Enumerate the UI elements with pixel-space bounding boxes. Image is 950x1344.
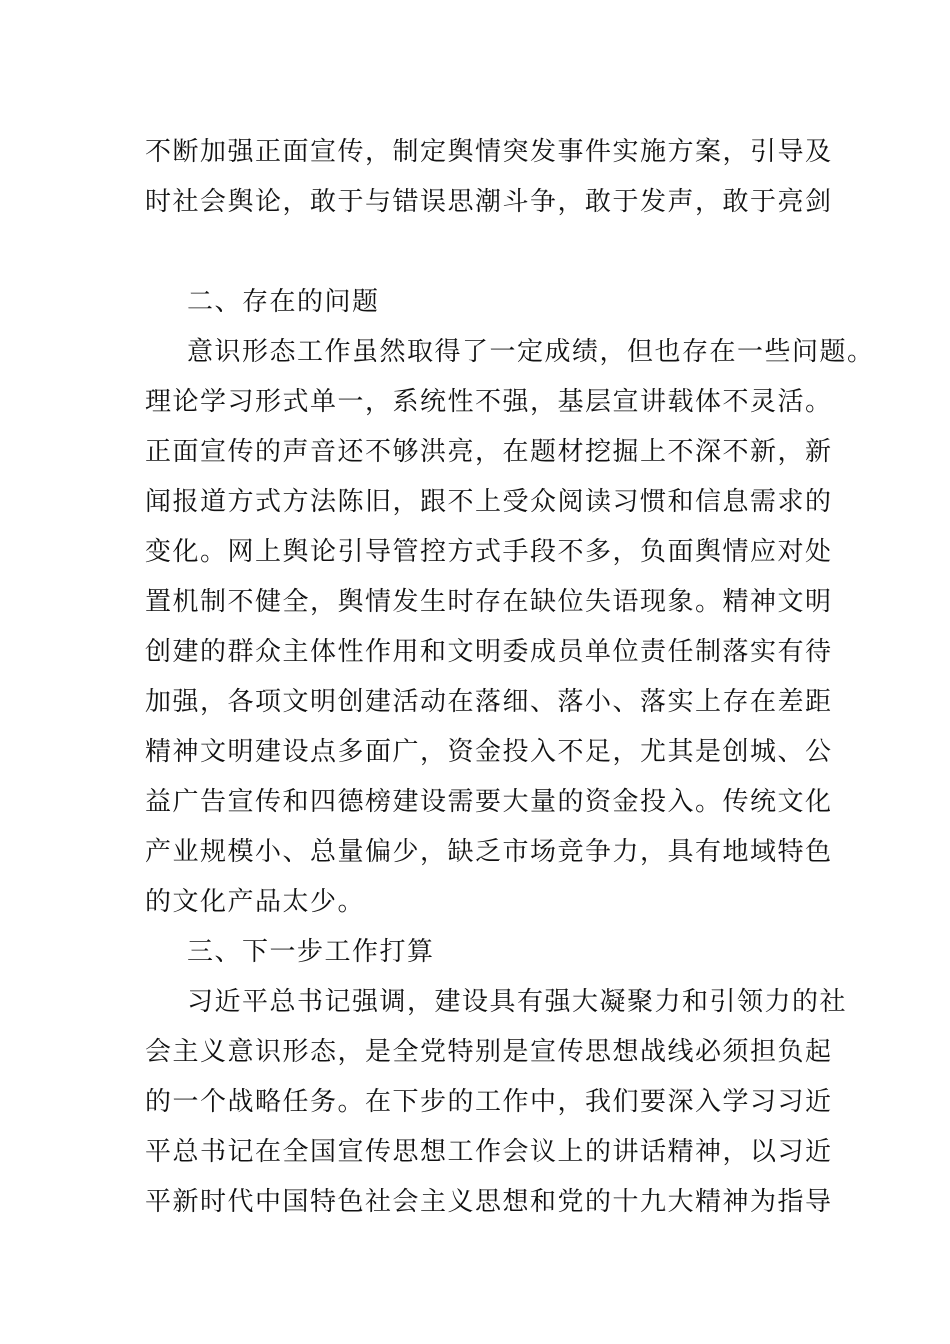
section-heading-problems: 二、存在的问题 [187,287,380,317]
text-line: 加强，各项文明创建活动在落细、落小、落实上存在差距 [145,687,833,717]
text-line: 意识形态工作虽然取得了一定成绩，但也存在一些问题。 [187,337,875,367]
text-line: 创建的群众主体性作用和文明委成员单位责任制落实有待 [145,637,833,667]
text-line: 变化。网上舆论引导管控方式手段不多，负面舆情应对处 [145,537,833,567]
text-line: 会主义意识形态，是全党特别是宣传思想战线必须担负起 [145,1037,833,1067]
text-line: 时社会舆论，敢于与错误思潮斗争，敢于发声，敢于亮剑 [145,187,833,217]
text-line: 的文化产品太少。 [145,887,366,917]
text-line: 平新时代中国特色社会主义思想和党的十九大精神为指导 [145,1187,833,1217]
text-line: 置机制不健全，舆情发生时存在缺位失语现象。精神文明 [145,587,833,617]
text-line: 的一个战略任务。在下步的工作中，我们要深入学习习近 [145,1087,833,1117]
text-line: 理论学习形式单一，系统性不强，基层宣讲载体不灵活。 [145,387,833,417]
text-line: 习近平总书记强调，建设具有强大凝聚力和引领力的社 [187,987,848,1017]
text-line: 平总书记在全国宣传思想工作会议上的讲话精神，以习近 [145,1137,833,1167]
text-line: 不断加强正面宣传，制定舆情突发事件实施方案，引导及 [145,137,833,167]
text-line: 闻报道方式方法陈旧，跟不上受众阅读习惯和信息需求的 [145,487,833,517]
text-line: 精神文明建设点多面广，资金投入不足，尤其是创城、公 [145,737,833,767]
text-line: 正面宣传的声音还不够洪亮，在题材挖掘上不深不新，新 [145,437,833,467]
text-line: 产业规模小、总量偏少，缺乏市场竞争力，具有地域特色 [145,837,833,867]
section-heading-next-steps: 三、下一步工作打算 [187,937,435,967]
text-line: 益广告宣传和四德榜建设需要大量的资金投入。传统文化 [145,787,833,817]
